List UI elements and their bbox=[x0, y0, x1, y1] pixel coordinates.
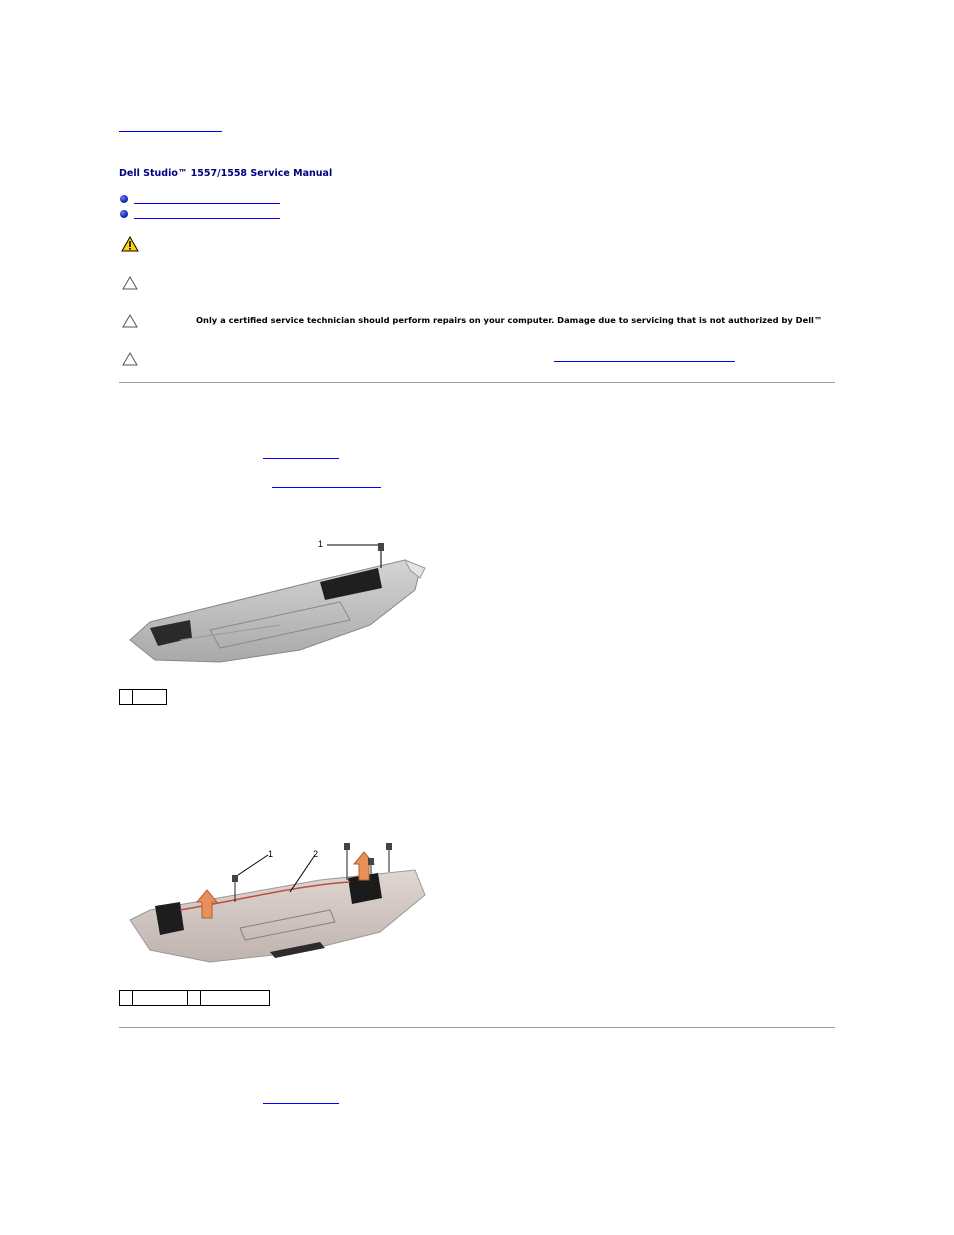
callout-leader bbox=[238, 855, 268, 875]
screw-icon bbox=[232, 875, 238, 882]
callout-description bbox=[201, 991, 270, 1006]
callout-description bbox=[133, 690, 167, 705]
caution-icon bbox=[122, 314, 138, 328]
caution-text: Only a certified service technician should perform repairs on your computer. Damage due to servicing that is not authorized by Dell™ bbox=[196, 315, 823, 325]
back-to-contents-link[interactable] bbox=[119, 131, 222, 132]
callout-description bbox=[133, 991, 188, 1006]
caution-icon bbox=[122, 276, 138, 290]
safety-info-link[interactable] bbox=[554, 361, 735, 362]
screw-icon bbox=[386, 843, 392, 850]
speaker-left bbox=[155, 902, 184, 935]
screw-icon bbox=[368, 858, 374, 865]
caution-icon bbox=[122, 352, 138, 366]
manual-title: Dell Studio™ 1557/1558 Service Manual bbox=[119, 168, 333, 179]
section-divider bbox=[119, 382, 835, 383]
callout-label: 1 bbox=[268, 849, 274, 859]
toc-link-removing[interactable] bbox=[134, 203, 280, 204]
toc-link-replacing[interactable] bbox=[134, 218, 280, 219]
callout-label: 1 bbox=[318, 539, 324, 549]
procedure-link[interactable] bbox=[263, 1103, 339, 1104]
callout-number bbox=[120, 991, 133, 1006]
bullet-icon bbox=[120, 210, 128, 218]
procedure-link[interactable] bbox=[263, 458, 339, 459]
screw-icon bbox=[344, 843, 350, 850]
figure-1-base-screw bbox=[120, 530, 430, 665]
screw-icon bbox=[378, 543, 384, 551]
bullet-icon bbox=[120, 195, 128, 203]
callout-label: 2 bbox=[313, 849, 319, 859]
figure-2-callout-table bbox=[119, 990, 270, 1006]
figure-1-callout-table bbox=[119, 689, 167, 705]
section-divider bbox=[119, 1027, 835, 1028]
callout-number bbox=[120, 690, 133, 705]
figure-2-speaker-removal bbox=[120, 840, 430, 970]
callout-number bbox=[188, 991, 201, 1006]
warning-icon bbox=[121, 236, 139, 252]
procedure-link[interactable] bbox=[272, 487, 381, 488]
